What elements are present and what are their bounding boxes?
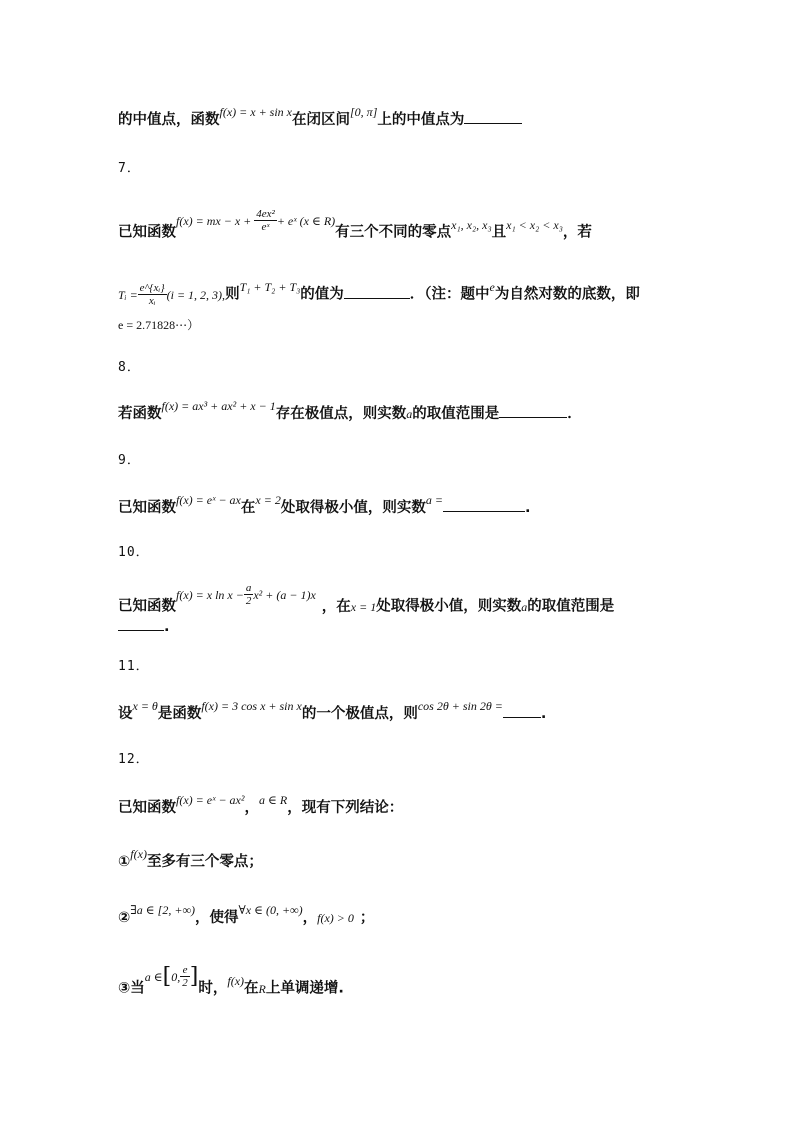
q12-conclusion-3 [118,964,344,1001]
answer-blank[interactable] [499,416,567,418]
text: 已知函数 [118,800,176,816]
q10-line-2 [118,619,170,635]
text: . [524,500,531,516]
q7-line-3 [118,316,199,333]
text: 上的中值点为 [377,112,465,128]
math-cond: x = 2 [255,493,281,507]
text: 在 [244,980,259,997]
math-sum: T₁ + T₂ + T₃ [239,279,301,294]
math-cond: x = θ [132,699,158,713]
math-fraction [254,208,277,233]
math-func: x² + (a − 1)x [253,587,316,602]
conclusion-marker: ① [118,854,131,870]
math-interval: [0, π] [350,105,378,119]
text: 处取得极小值，则实数 [280,500,426,516]
math-func: f(x) = eˣ − ax² [176,793,245,807]
numerator: a [245,582,252,594]
math-func: f(x) [227,973,245,988]
math-func: f(x) = 3 cos x + sin x [201,699,302,713]
math-range: (i = 1, 2, 3), [166,287,226,302]
text: ． [567,406,582,422]
math-exists: ∃a ∈ [2, +∞) [130,903,195,917]
math-ineq: f(x) > 0 [317,911,354,925]
text: 的中值点，函数 [118,112,220,128]
math-func: + eˣ (x ∈ R) [276,213,336,228]
denominator: 2 [245,595,252,608]
conclusion-marker: ③当 [118,980,145,997]
math-forall: ∀x ∈ (0, +∞) [238,903,303,917]
text: 在闭区间 [292,112,351,128]
q7-line-1 [118,208,592,245]
text: . [540,706,547,722]
q10-line-1 [118,582,615,619]
text: ，现有下列结论： [287,800,404,816]
denominator: eˣ [261,221,270,234]
math-expr: cos 2θ + sin 2θ = [417,699,503,713]
math-e: e [489,279,495,294]
text: 则 [225,286,240,303]
math-fraction [180,964,190,989]
math-interval: 0, [171,969,181,984]
numerator: e [180,964,190,977]
text: 至多有三个零点； [146,854,263,870]
text: ，在 [321,598,351,615]
question-number: 9． [118,453,141,468]
answer-blank[interactable] [443,510,525,512]
text: ，使得 [195,910,239,926]
text: 设 [118,706,133,722]
conclusion-marker: ② [118,910,131,926]
numerator: 4ex² [256,208,275,220]
math-cond: a ∈ R [258,793,288,807]
math-R: R [258,981,266,996]
text: 的取值范围是 [527,598,615,615]
math-a-in: a ∈ [144,969,163,984]
text: 的值为 [300,286,344,303]
text: ； [359,910,375,926]
text: 存在极值点，则实数 [275,406,407,422]
math-func: f(x) = x + sin x [219,105,293,119]
text: 上单调递增. [265,980,344,997]
math-cond: x = 1 [350,599,377,614]
answer-blank[interactable] [344,297,410,299]
math-e-value: e = 2.71828⋯） [118,318,200,332]
right-bracket: ] [189,964,199,990]
question-number: 12． [118,752,150,767]
text: 的取值范围是 [412,406,500,422]
answer-blank[interactable] [503,716,541,718]
text: ．（注：题中 [409,286,490,303]
math-zeros: x₁, x₂, x₃ [451,217,492,232]
q9-line [118,493,531,517]
text: 的一个极值点，则 [301,706,418,722]
q12-conclusion-1 [118,847,263,871]
numerator: e^{xᵢ} [139,282,165,294]
question-number: 11． [118,659,150,674]
text: 在 [240,500,256,516]
text: 若函数 [118,406,162,422]
math-fraction [138,282,167,307]
math-func: f(x) = eˣ − ax [176,493,241,507]
q12-conclusion-2 [118,903,375,927]
math-func: f(x) = ax³ + ax² + x − 1 [161,399,276,413]
question-number: 10． [118,545,150,560]
math-ti: Tᵢ = [118,287,138,302]
math-func: f(x) [130,847,147,861]
answer-blank[interactable] [118,629,164,631]
text: 时， [198,980,228,997]
text: 已知函数 [118,500,176,516]
text: . [164,619,170,635]
math-order: x₁ < x₂ < x₃ [506,217,563,232]
text: ， [302,910,318,926]
math-a-eq: a = [425,493,443,507]
question-number: 8． [118,360,141,375]
denominator: xᵢ [148,295,156,308]
denominator: 2 [182,977,188,990]
math-func: f(x) = x ln x − [176,587,244,602]
math-fraction [244,582,254,607]
math-func: f(x) = mx − x + [176,213,255,228]
q7-line-2 [118,279,640,308]
text: 为自然对数的底数，即 [494,286,640,303]
text: ， [244,800,259,816]
q8-line [118,399,582,423]
text: 有三个不同的零点 [335,224,452,241]
text: 是函数 [157,706,202,722]
text: 已知函数 [118,224,176,241]
math-a: a [406,407,413,421]
left-bracket: [ [162,964,172,990]
text: 已知函数 [118,598,176,615]
text: 且 [491,224,507,241]
question-number: 7． [118,161,141,176]
text: 处取得极小值，则实数 [376,598,522,615]
math-a: a [521,599,528,614]
answer-blank[interactable] [464,122,522,124]
text: ，若 [562,224,592,241]
q12-line [118,793,404,817]
q11-line [118,699,547,723]
q6-line [118,105,522,129]
